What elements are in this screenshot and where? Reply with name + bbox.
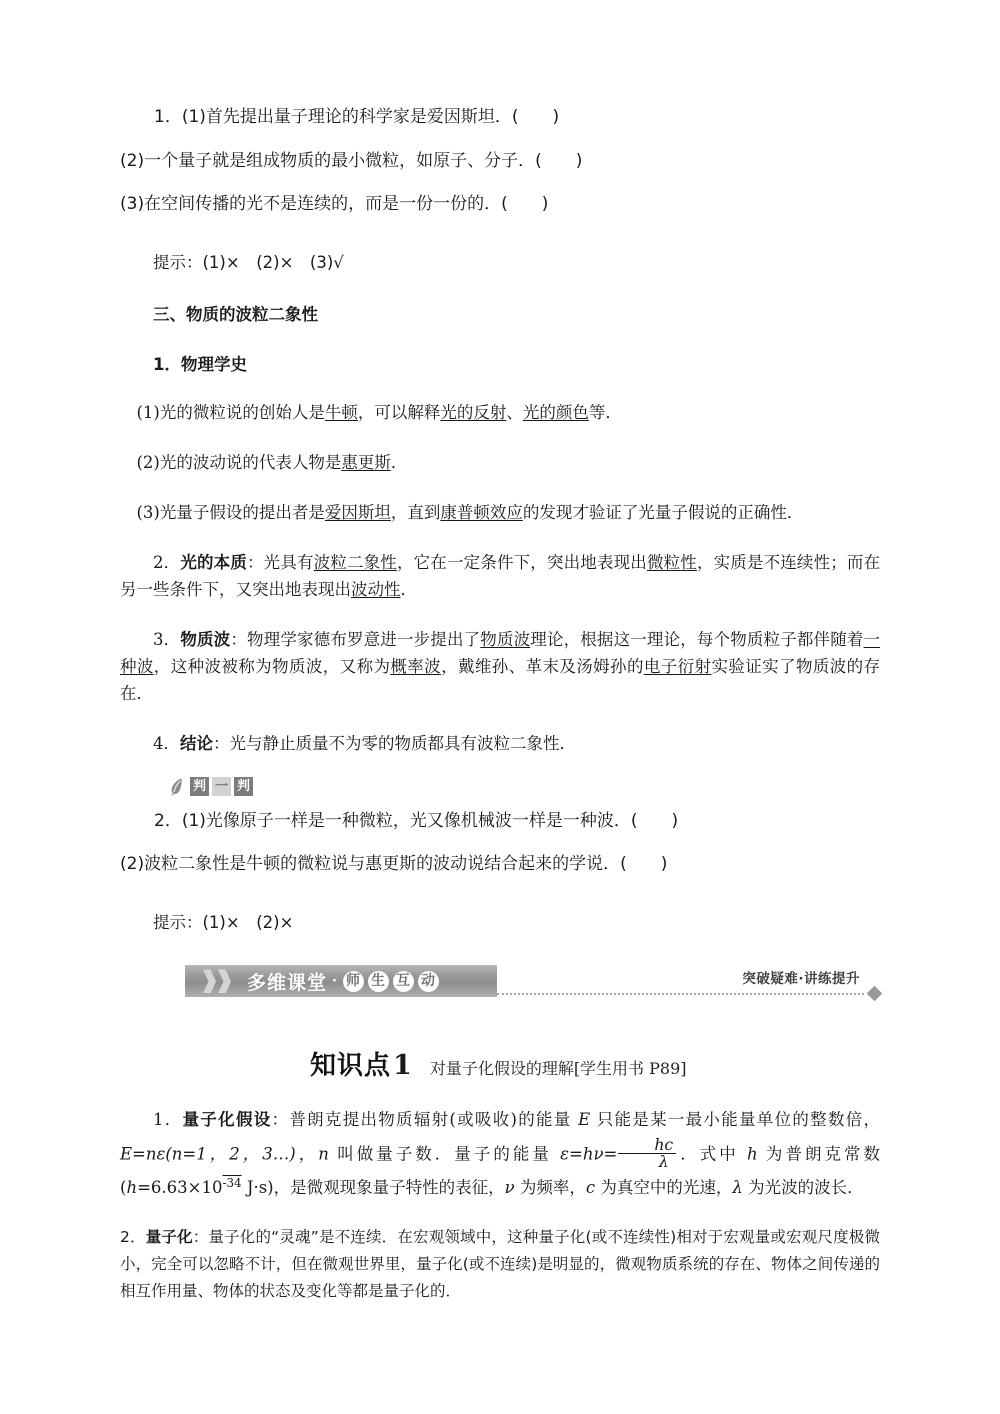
quiz2-item-1: 2．(1)光像原子一样是一种微粒，光又像机械波一样是一种波．( )	[154, 810, 679, 831]
conclusion-item	[120, 727, 880, 761]
quiz2-item-2: (2)波粒二象性是牛顿的微粒说与惠更斯的波动说结合起来的学说．( )	[120, 854, 668, 875]
conclusion-num: 4．	[153, 733, 180, 753]
judge-char-3: 判	[234, 777, 253, 796]
kp-p1-t6: 为普朗克常数(	[120, 1144, 881, 1198]
banner-circled-char-1: 师	[343, 971, 364, 992]
kp-p1-t1: 普朗克提出物质辐射(或吸收)的能量	[289, 1109, 579, 1129]
history-2-pre: (2)光的波动说的代表人物是	[136, 452, 342, 472]
kp-p1-var-E: E	[578, 1109, 591, 1129]
matterwave-num: 3．	[153, 630, 181, 650]
kp-p1-formula-2-lead: ε=hν=	[560, 1144, 618, 1164]
history-2-term-1: 惠更斯	[341, 452, 391, 472]
matterwave-colon: ：	[230, 630, 247, 650]
nature-t2: ，它在一定条件下，突出地表现出	[396, 553, 647, 573]
quiz1-item-3: (3)在空间传播的光不是连续的，而是一份一份的．( )	[120, 194, 549, 214]
nature-term-2: 微粒性	[646, 553, 697, 573]
kp-p1-var-lambda: λ	[732, 1178, 743, 1198]
matterwave-t1: 物理学家德布罗意进一步提出了	[247, 630, 481, 650]
kp-p2-text: 量子化的“灵魂”是不连续．在宏观领域中，这种量子化(或不连续性)相对于宏观量或宏观尺度极微小，完全可以忽略不计，但在微观世界里，量子化(或不连续)是明显的，微观物质系统的存在、物体之间传递的相互作用量、物体的状态及变化等都是量子化的．	[120, 1228, 880, 1300]
nature-num: 2．	[153, 553, 181, 573]
kp-p1-t8: J·s)，是微观现象量子特性的表征，	[241, 1178, 505, 1198]
history-3-pre: (3)光量子假设的提出者是	[136, 502, 325, 522]
matterwave-t5: 实验证实了物质波的存在．	[120, 656, 881, 703]
section-banner	[185, 963, 880, 1005]
banner-circled-char-4: 动	[418, 971, 439, 992]
matterwave-title: 物质波	[180, 630, 231, 650]
history-1-post: 等．	[588, 402, 622, 422]
diamond-marker-icon	[867, 986, 883, 1002]
kp-p1-t7: =6.63×10	[137, 1178, 223, 1198]
conclusion-colon: ：	[213, 733, 230, 753]
kp-p1-num: 1．	[153, 1109, 183, 1129]
history-3-term-1: 爱因斯坦	[324, 502, 391, 522]
section-heading-3: 三、物质的波粒二象性	[153, 304, 318, 324]
nature-t4: ．	[400, 579, 417, 599]
kp-p1-t10: 为真空中的光速，	[595, 1178, 733, 1198]
banner-circled-char-3: 互	[393, 971, 414, 992]
kp-p2-colon: ：	[192, 1228, 209, 1247]
nature-colon: ：	[246, 553, 264, 573]
matterwave-t2: 理论，根据这一理论，每个物质粒子都伴随着	[530, 630, 864, 650]
banner-dashed-rule	[497, 993, 864, 995]
conclusion-text: 光与静止质量不为零的物质都具有波粒二象性．	[229, 733, 576, 753]
banner-title-left: 多维课堂	[247, 971, 328, 994]
judge-char-2: 一	[212, 777, 231, 796]
history-1-mid-1: ，可以解释	[357, 402, 441, 422]
conclusion-title: 结论	[180, 733, 213, 753]
matterwave-term-1: 物质波	[480, 630, 531, 650]
banner-separator: ·	[332, 973, 338, 989]
kp-p1-t3: ，	[295, 1144, 319, 1164]
history-1-pre: (1)光的微粒说的创始人是	[136, 402, 325, 422]
fraction-numerator: hc	[654, 1134, 674, 1154]
matterwave-t3: ，这种波被称为物质波，又称为	[153, 656, 391, 676]
page-content	[120, 105, 880, 1320]
kp-p1-t5: ．式中	[677, 1144, 748, 1164]
judge-badge	[168, 777, 880, 796]
fraction-denominator: λ	[618, 1153, 676, 1171]
kp-p1-title: 量子化假设	[182, 1109, 272, 1129]
nature-t1: 光具有	[263, 553, 314, 573]
history-item-1	[120, 396, 880, 430]
nature-term-1: 波粒二象性	[313, 553, 397, 573]
kp-p1-t2: 只能是某一最小能量单位的整数倍，	[590, 1109, 881, 1129]
kp-p1-var-h-1: h	[747, 1144, 758, 1164]
history-2-post: ．	[390, 452, 408, 472]
kp-p1-var-c: c	[585, 1178, 596, 1198]
history-item-3	[120, 496, 880, 530]
nature-t3: ，实质是不连续性；而在另一些条件下，又突出地表现出	[120, 553, 881, 599]
kp-p1-t11: 为光波的波长．	[742, 1178, 864, 1198]
quiz1-hint: 提示：(1)× (2)× (3)√	[153, 253, 344, 272]
kp-p1-colon: ：	[271, 1109, 290, 1129]
history-1-mid-2: 、	[506, 402, 523, 422]
matterwave-term-3: 概率波	[390, 656, 442, 676]
history-1-term-3: 光的颜色	[522, 402, 589, 422]
history-3-post: 的发现才验证了光量子假说的正确性．	[522, 502, 804, 522]
quiz1-item-2: (2)一个量子就是组成物质的最小微粒，如原子、分子．( )	[120, 150, 583, 171]
history-3-mid-1: ，直到	[390, 502, 441, 522]
kp-p1-t9: 为频率，	[514, 1178, 586, 1198]
history-item-2	[120, 446, 880, 480]
knowledge-point-number: 1	[393, 1050, 412, 1082]
kp-p1-var-n: n	[318, 1144, 329, 1164]
history-1-term-1: 牛顿	[324, 402, 358, 422]
quiz-block-1	[120, 105, 880, 277]
knowledge-point-heading	[310, 1045, 880, 1082]
kp-p1-fraction-hc-lambda	[618, 1134, 676, 1172]
feather-icon	[168, 777, 185, 796]
matterwave-t4: ，戴维孙、革末及汤姆孙的	[441, 656, 644, 676]
banner-title	[247, 967, 441, 995]
kp-p2-title: 量子化	[145, 1228, 193, 1247]
history-3-term-2: 康普顿效应	[440, 502, 523, 522]
matterwave-term-4: 电子衍射	[643, 656, 712, 676]
matter-wave-item	[120, 623, 880, 710]
kp-p1-var-h-2: h	[126, 1178, 138, 1198]
knowledge-point-description: 对量子化假设的理解[学生用书 P89]	[429, 1059, 687, 1079]
quiz-block-2	[120, 800, 880, 938]
banner-circled-char-2: 生	[368, 971, 389, 992]
nature-term-3: 波动性	[351, 579, 401, 599]
quiz2-hint: 提示：(1)× (2)×	[153, 913, 294, 933]
history-1-term-2: 光的反射	[440, 402, 507, 422]
quiz1-item-1: 1．(1)首先提出量子理论的科学家是爱因斯坦．( )	[154, 107, 560, 127]
quantization-hypothesis-paragraph	[120, 1099, 880, 1208]
banner-subtitle: 突破疑难·讲练提升	[742, 971, 860, 988]
knowledge-point-label: 知识点	[310, 1051, 392, 1082]
kp-p1-var-nu: ν	[504, 1178, 515, 1198]
nature-of-light-item	[120, 546, 880, 606]
kp-p1-formula-1: E=nε(n=1，2，3…)	[120, 1144, 296, 1164]
section-sub-heading-1: 1．物理学史	[153, 355, 247, 374]
kp-p1-t4: 叫做量子数．量子的能量	[328, 1144, 561, 1164]
kp-p2-num: 2．	[120, 1228, 146, 1247]
kp-p1-exponent: -34	[222, 1176, 242, 1191]
matterwave-term-2: 一种波	[120, 630, 881, 676]
quantization-paragraph	[120, 1224, 880, 1304]
nature-title: 光的本质	[180, 553, 247, 573]
judge-char-1: 判	[190, 777, 209, 796]
